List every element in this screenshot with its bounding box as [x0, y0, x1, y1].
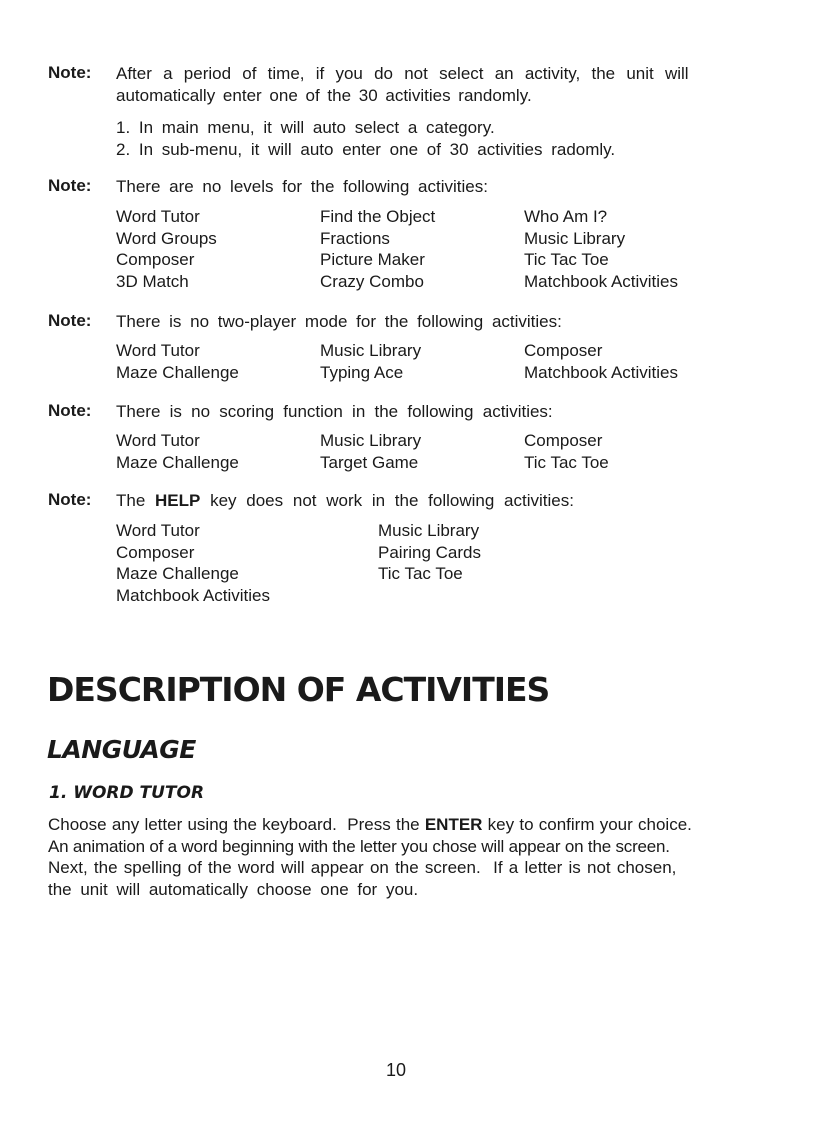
activity-column — [320, 430, 421, 473]
list-item: Word Tutor — [116, 207, 200, 226]
list-item: 1. In main menu, it will auto select a category. — [116, 118, 495, 137]
activity-column — [524, 430, 609, 473]
enter-key-label: ENTER — [424, 815, 483, 834]
subsection-heading: 1. WORD TUTOR — [49, 783, 205, 803]
activity-column — [320, 206, 435, 292]
list-item: Picture Maker — [320, 250, 425, 269]
list-item: Matchbook Activities — [524, 271, 679, 291]
section-heading: LANGUAGE — [47, 735, 196, 764]
note-text: There is no scoring function in the following activities: — [116, 402, 553, 421]
list-item: Composer — [116, 250, 195, 269]
note-text-line: After a period of time, if you do not select an activity, the unit will — [116, 64, 689, 83]
description-line: An animation of a word beginning with the letter you chose will appear on the screen. — [48, 836, 670, 856]
list-item: Who Am I? — [524, 207, 608, 226]
activity-column — [116, 520, 270, 606]
list-item: Tic Tac Toe — [524, 250, 609, 269]
note-label: Note: — [48, 311, 92, 330]
activity-column — [378, 520, 481, 585]
list-item: Tic Tac Toe — [524, 452, 609, 472]
note-label: Note: — [48, 63, 92, 82]
list-item: Music Library — [320, 431, 422, 450]
page-number: 10 — [386, 1060, 407, 1080]
note-text-part: The — [116, 491, 156, 510]
list-item: Matchbook Activities — [116, 585, 271, 605]
list-item: 3D Match — [116, 271, 189, 291]
list-item: Pairing Cards — [378, 542, 481, 562]
note-text — [116, 490, 746, 512]
list-item: Matchbook Activities — [524, 362, 679, 382]
list-item: Music Library — [320, 341, 422, 360]
help-key-label: HELP — [155, 491, 201, 510]
activity-description — [48, 814, 753, 900]
description-line: the unit will automatically choose one for you. — [48, 879, 419, 899]
list-item: Typing Ace — [320, 362, 404, 382]
note-list — [116, 117, 615, 160]
list-item: Target Game — [320, 452, 419, 472]
note-text — [116, 63, 746, 106]
list-item: Maze Challenge — [116, 564, 239, 583]
note-text: There are no levels for the following activities: — [116, 177, 488, 196]
activity-column — [116, 206, 217, 292]
list-item: Maze Challenge — [116, 452, 239, 472]
activity-column — [524, 206, 678, 292]
list-item: Composer — [524, 341, 603, 360]
list-item: Word Groups — [116, 228, 217, 248]
list-item: Word Tutor — [116, 521, 200, 540]
note-label: Note: — [48, 490, 92, 509]
note-text-part: key does not work in the following activities: — [200, 491, 574, 510]
list-item: Word Tutor — [116, 431, 200, 450]
activity-column — [116, 430, 239, 473]
activity-column — [524, 340, 678, 383]
list-item: Composer — [116, 542, 195, 562]
list-item: Maze Challenge — [116, 362, 239, 382]
note-label: Note: — [48, 176, 92, 195]
list-item: Word Tutor — [116, 341, 200, 360]
description-line — [48, 814, 753, 836]
list-item: Tic Tac Toe — [378, 564, 463, 583]
page-heading: DESCRIPTION OF ACTIVITIES — [47, 670, 550, 709]
note-text: There is no two-player mode for the following activities: — [116, 312, 562, 331]
note-label: Note: — [48, 401, 92, 420]
list-item: 2. In sub-menu, it will auto enter one of 30 activities radomly. — [116, 139, 616, 159]
list-item: Composer — [524, 431, 603, 450]
activity-column — [320, 340, 421, 383]
description-text-part: key to confirm your choice. — [482, 815, 692, 834]
list-item: Music Library — [524, 228, 626, 248]
list-item: Find the Object — [320, 207, 436, 226]
note-text-line: automatically enter one of the 30 activities randomly. — [116, 85, 532, 105]
list-item: Crazy Combo — [320, 271, 424, 291]
description-line: Next, the spelling of the word will appear on the screen. If a letter is not chosen, — [48, 858, 677, 877]
description-text-part: Choose any letter using the keyboard. Press the — [48, 815, 425, 834]
activity-column — [116, 340, 239, 383]
list-item: Music Library — [378, 521, 480, 540]
list-item: Fractions — [320, 228, 390, 248]
